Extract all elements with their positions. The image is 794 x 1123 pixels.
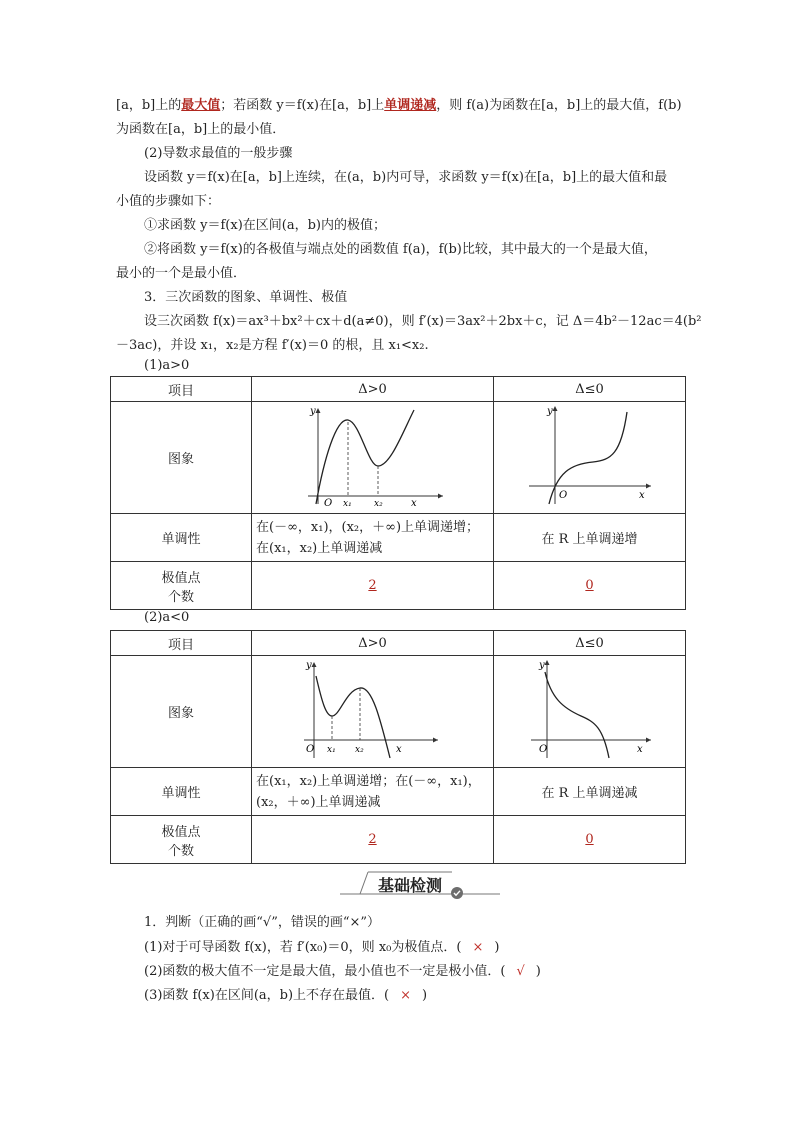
origin-label: O [323,497,332,508]
monotonicity-delta-nonpositive: 在 R 上单调递增 [494,514,686,562]
check-circle-icon [451,887,463,899]
step-2: ②将函数 y＝f(x)的各极值与端点处的函数值 f(a)，f(b)比较，其中最大的一个是最大值， [144,242,657,257]
answer-max-value: 最大值 [181,98,221,113]
graph-cell-2 [494,402,686,514]
question-1-1: (1)对于可导函数 f(x)，若 f′(x₀)＝0，则 x₀为极值点．( × ) [144,940,500,955]
row-label-graph: 图象 [111,656,252,768]
x1-label: x₁ [326,744,336,755]
axis-y-label: y [546,405,553,417]
row-label-extrema-count: 极值点 个数 [111,816,252,864]
section-title: 基础检测 [377,876,442,895]
graph-cubic-two-extrema-negative [298,658,448,762]
step-1: ①求函数 y＝f(x)在区间(a，b)内的极值； [144,218,386,233]
question-1-3: (3)函数 f(x)在区间(a，b)上不存在最值．( × ) [144,988,428,1003]
graph-cell-2 [494,656,686,768]
graph-cubic-two-extrema [298,404,448,508]
extrema-count-delta-positive: 2 [252,816,494,864]
axis-x-label: x [410,497,417,508]
x1-label: x₁ [342,498,352,508]
table-a-positive [110,376,686,610]
table-a-negative [110,630,686,864]
row-label-graph: 图象 [111,402,252,514]
axis-x-label: x [638,489,645,501]
header-delta-positive: Δ>0 [252,377,494,402]
cubic-definition: 设三次函数 f(x)＝ax³＋bx²＋cx＋d(a≠0)，则 f′(x)＝3ax²＋2bx＋c，记 Δ＝4b²－12ac＝4(b² [144,314,702,329]
heading-steps: (2)导数求最值的一般步骤 [144,146,293,161]
steps-intro: 设函数 y＝f(x)在[a，b]上连续，在(a，b)内可导，求函数 y＝f(x)在[a，b]上的最大值和最 [144,170,668,185]
section-banner [340,870,500,900]
case-a-negative: (2)a<0 [144,610,190,625]
x2-label: x₂ [373,498,383,508]
paragraph-min-value: 为函数在[a，b]上的最小值． [116,122,286,137]
answer-decreasing: 单调递减 [384,98,437,113]
graph-cell-1 [252,656,494,768]
cubic-definition-cont: －3ac)，并设 x₁，x₂是方程 f′(x)＝0 的根，且 x₁<x₂. [116,338,429,353]
extrema-count-delta-positive: 2 [252,562,494,610]
case-a-positive: (1)a>0 [144,358,190,373]
axis-x-label: x [395,743,402,755]
origin-label: O [305,743,314,755]
axis-x-label: x [636,743,643,755]
steps-intro-cont: 小值的步骤如下： [116,194,221,209]
graph-cubic-increasing [525,404,655,508]
row-label-monotonicity: 单调性 [111,514,252,562]
row-label-monotonicity: 单调性 [111,768,252,816]
row-label-extrema-count: 极值点 个数 [111,562,252,610]
wrong-mark: × [400,988,412,1003]
header-delta-positive: Δ>0 [252,631,494,656]
question-1-2: (2)函数的极大值不一定是最大值，最小值也不一定是极小值．( √ ) [144,964,541,979]
header-item: 项目 [111,377,252,402]
header-delta-nonpositive: Δ≤0 [494,377,686,402]
step-2-cont: 最小的一个是最小值． [116,266,247,281]
monotonicity-delta-positive: 在(x₁，x₂)上单调递增；在(－∞，x₁)， (x₂，＋∞)上单调递减 [252,768,494,816]
axis-y-label: y [309,405,316,417]
header-delta-nonpositive: Δ≤0 [494,631,686,656]
origin-label: O [558,489,567,501]
graph-cubic-decreasing [525,658,655,762]
correct-mark: √ [516,964,525,979]
extrema-count-delta-nonpositive: 0 [494,562,686,610]
heading-cubic: 3．三次函数的图象、单调性、极值 [144,290,348,305]
wrong-mark: × [472,940,484,955]
axis-y-label: y [305,659,312,671]
x2-label: x₂ [354,744,364,755]
question-1-intro: 1．判断（正确的画“√”，错误的画“×”） [144,915,381,930]
monotonicity-delta-nonpositive: 在 R 上单调递减 [494,768,686,816]
extrema-count-delta-nonpositive: 0 [494,816,686,864]
header-item: 项目 [111,631,252,656]
graph-cell-1 [252,402,494,514]
paragraph-max-value: [a，b]上的最大值；若函数 y＝f(x)在[a，b]上单调递减，则 f(a)为函数在[a，b]上的最大值，f(b) [116,98,682,113]
monotonicity-delta-positive: 在(－∞，x₁)，(x₂，＋∞)上单调递增； 在(x₁，x₂)上单调递减 [252,514,494,562]
origin-label: O [538,743,547,755]
axis-y-label: y [538,659,545,671]
